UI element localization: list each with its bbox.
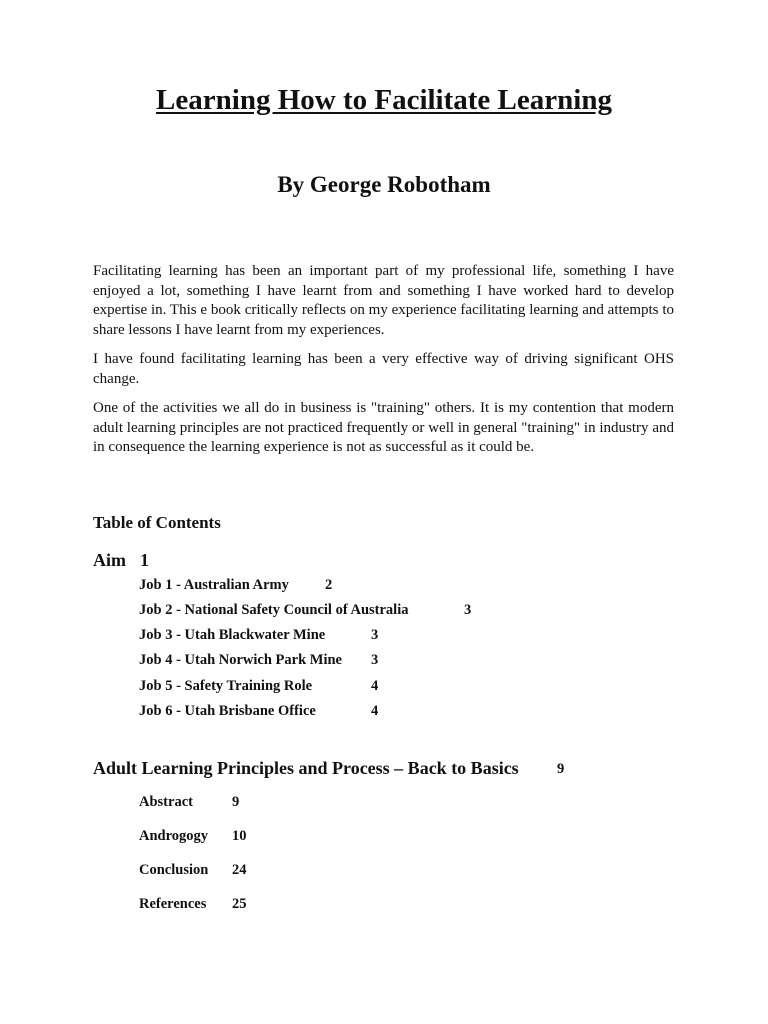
toc-entry-page: 9 [557, 761, 565, 777]
toc-entry-page: 24 [232, 862, 247, 878]
toc-entry-label: Androgogy [139, 828, 209, 844]
author-byline: By George Robotham [277, 172, 491, 197]
toc-entry-page: 4 [371, 703, 379, 719]
toc-entry-label: Job 2 - National Safety Council of Australia [139, 602, 409, 618]
toc-entry-label: Job 5 - Safety Training Role [139, 678, 313, 694]
toc-entry-page: 2 [325, 577, 333, 593]
toc-entry-page: 3 [371, 627, 379, 643]
toc-entry-label: Job 4 - Utah Norwich Park Mine [139, 652, 342, 668]
toc-entry-label: Aim [93, 550, 126, 570]
toc-entry-page: 3 [464, 602, 472, 618]
toc-entry-label: Job 1 - Australian Army [139, 577, 289, 593]
intro-paragraph: Facilitating learning has been an important part of my professional life, something I have enjoyed a lot, something I have learnt from and something I have worked hard to develop expertise in. This e book critically reflects on my experience facilitating learning and attempts to share lessons I have learnt from my experiences. [93, 263, 674, 338]
toc-entry-page: 10 [232, 828, 247, 844]
intro-paragraph: I have found facilitating learning has been a very effective way of driving significant OHS change. [93, 351, 674, 387]
intro-paragraph: One of the activities we all do in business is "training" others. It is my contention that modern adult learning principles are not practiced frequently or well in general "training" in industry and in consequence the learning experience is not as successful as it could be. [93, 400, 674, 455]
toc-entry-page: 1 [140, 550, 149, 570]
toc-heading: Table of Contents [93, 513, 221, 532]
toc-entry-page: 4 [371, 678, 379, 694]
toc-entry-label: Job 6 - Utah Brisbane Office [139, 703, 316, 719]
toc-entry-label: Adult Learning Principles and Process – Back to Basics [93, 758, 519, 778]
toc-entry-label: Conclusion [139, 862, 209, 878]
toc-entry-label: Abstract [139, 794, 193, 810]
document-title: Learning How to Facilitate Learning [156, 84, 612, 116]
toc-entry-page: 3 [371, 652, 379, 668]
toc-entry-label: References [139, 896, 207, 912]
toc-entry-page: 9 [232, 794, 240, 810]
toc-entry-page: 25 [232, 896, 247, 912]
intro-section [93, 262, 674, 468]
toc-entry-label: Job 3 - Utah Blackwater Mine [139, 627, 326, 643]
